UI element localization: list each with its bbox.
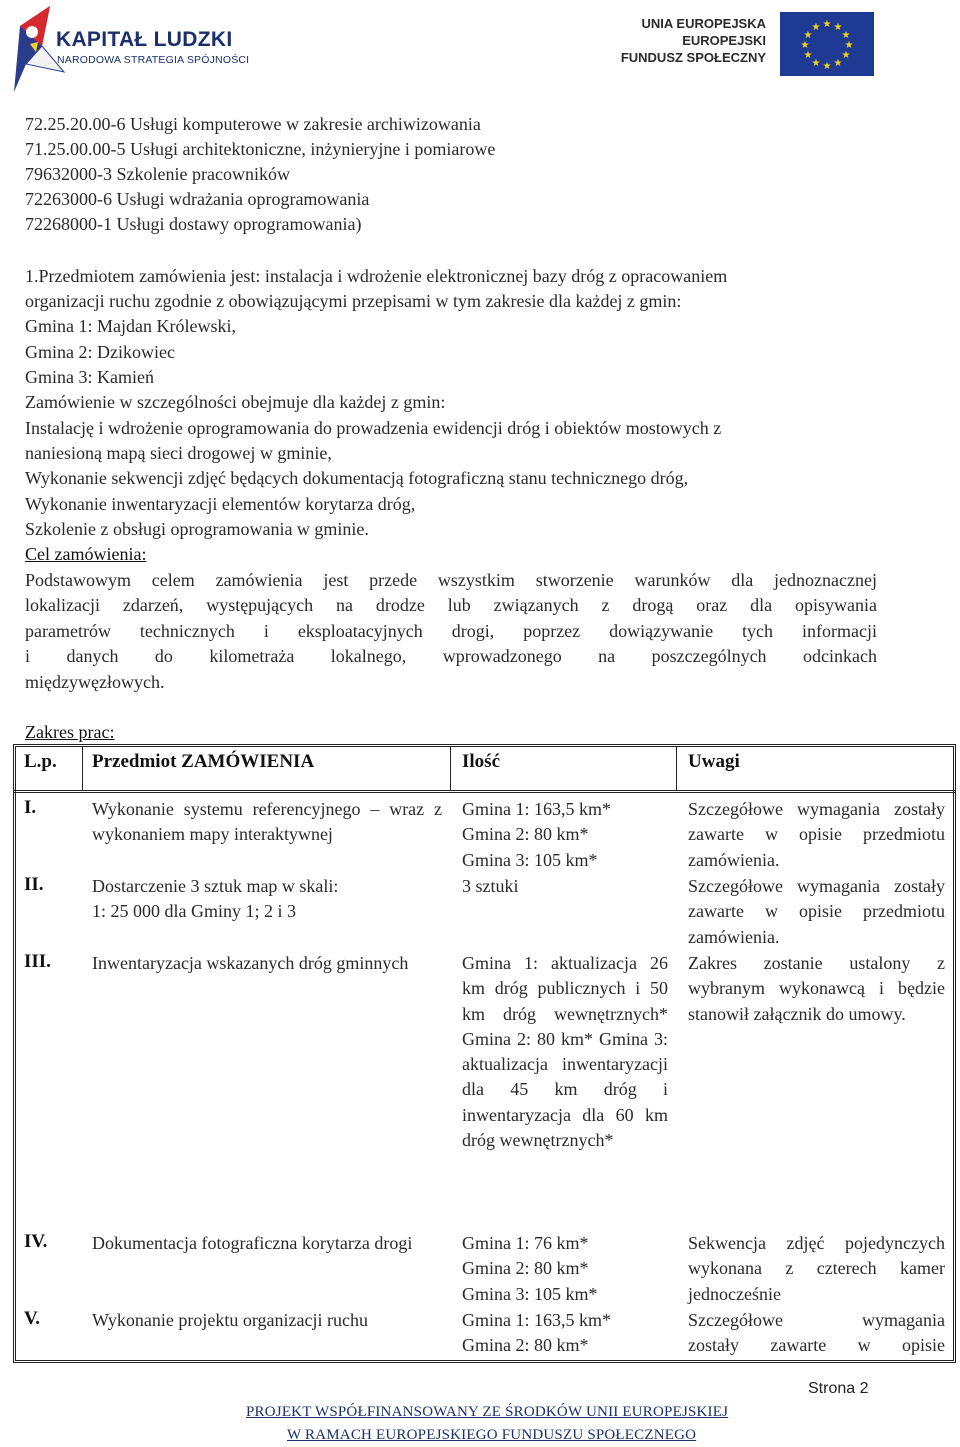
subject-line: Gmina 1: Majdan Królewski, (25, 316, 236, 336)
goal-heading: Cel zamówienia: (25, 544, 147, 564)
kapital-ludzki-subtitle: NARODOWA STRATEGIA SPÓJNOŚCI (57, 54, 250, 66)
table-row-subject (92, 874, 442, 925)
cpv-line: 72263000-6 Usługi wdrażania oprogramowania (25, 189, 370, 209)
table-column-line (676, 747, 677, 791)
page-number: Strona 2 (808, 1380, 869, 1397)
eu-logo-line: FUNDUSZ SPOŁECZNY (620, 50, 766, 65)
eu-flag-icon (780, 12, 874, 76)
subject-line: naniesioną mapą sieci drogowej w gminie, (25, 443, 332, 463)
cpv-line: 72268000-1 Usługi dostawy oprogramowania) (25, 214, 362, 234)
quantity-line: Gmina 1: 76 km* (462, 1233, 589, 1253)
table-row-notes: Szczegółowe wymagania zostały zawarte w opisie przedmiotu zamówienia. (688, 876, 945, 947)
goal-line: i danych do kilometraża lokalnego, wprowadzonego na poszczególnych odcinkach (25, 646, 877, 666)
eu-logo-line: UNIA EUROPEJSKA (641, 16, 766, 31)
table-row-quantity (462, 1231, 667, 1307)
goal-line: parametrów technicznych i eksploatacyjnych drogi, poprzez dowiązywanie tych informacji (25, 621, 877, 641)
eu-logo-line: EUROPEJSKI (682, 33, 766, 48)
table-row-notes: Szczegółowe wymagania zostały zawarte w opisie przedmiotu zamówienia. (688, 799, 945, 870)
cpv-line: 72.25.20.00-6 Usługi komputerowe w zakresie archiwizowania (25, 114, 481, 134)
cpv-line: 79632000-3 Szkolenie pracowników (25, 164, 290, 184)
table-header-notes: Uwagi (688, 751, 740, 772)
quantity-line: Gmina 2: 80 km* (462, 1258, 589, 1279)
quantity-line: Gmina 2: 80 km* (462, 824, 589, 845)
notes-line: Szczegółowe wymagania (688, 1310, 945, 1330)
table-header-quantity: Ilość (462, 751, 500, 772)
svg-text:★: ★ (841, 50, 851, 61)
goal-line: międzywęzłowych. (25, 672, 165, 692)
subject-line: Instalację i wdrożenie oprogramowania do prowadzenia ewidencji dróg i obiektów mostowych z (25, 418, 722, 438)
eu-stars-icon (780, 12, 874, 76)
table-row-lp: IV. (24, 1231, 48, 1252)
table-row-lp: III. (24, 951, 51, 972)
svg-text:★: ★ (844, 40, 854, 51)
quantity-line: Gmina 2: 80 km* (462, 1335, 589, 1356)
svg-text:★: ★ (811, 22, 821, 33)
quantity-line: Gmina 3: 105 km* (462, 849, 598, 870)
svg-text:★: ★ (822, 61, 832, 72)
svg-text:★: ★ (822, 19, 832, 30)
table-row-subject: Wykonanie systemu referencyjnego – wraz z wykonaniem mapy interaktywnej (92, 799, 442, 845)
footer-line: PROJEKT WSPÓŁFINANSOWANY ZE ŚRODKÓW UNII EUROPEJSKIEJ (246, 1404, 729, 1420)
kapital-ludzki-title: KAPITAŁ LUDZKI (56, 28, 233, 51)
table-row-notes: Zakres zostanie ustalony z wybranym wykonawcą i będzie stanowił załącznik do umowy. (688, 953, 945, 1024)
eu-logo (620, 6, 874, 76)
table-row-subject: Wykonanie projektu organizacji ruchu (92, 1310, 368, 1330)
table-header-lp: L.p. (24, 751, 57, 772)
subject-line: organizacji ruchu zgodnie z obowiązującymi przepisami w tym zakresie dla każdej z gmin: (25, 291, 682, 311)
svg-text:★: ★ (800, 40, 810, 51)
subject-line: Zamówienie w szczególności obejmuje dla każdej z gmin: (25, 392, 446, 412)
footer-line: W RAMACH EUROPEJSKIEGO FUNDUSZU SPOŁECZNEGO (287, 1427, 697, 1443)
subject-line: Dostarczenie 3 sztuk map w skali: (92, 876, 339, 896)
quantity-line: Gmina 1: 163,5 km* (462, 799, 611, 819)
cpv-line: 71.25.00.00-5 Usługi architektoniczne, inżynieryjne i pomiarowe (25, 139, 496, 159)
table-row-notes: Sekwencja zdjęć pojedynczych wykonana z czterech kamer jednocześnie (688, 1233, 945, 1304)
table-row-lp: I. (24, 797, 37, 818)
scope-heading: Zakres prac: (25, 722, 115, 742)
svg-text:★: ★ (833, 58, 843, 69)
table-row-lp: II. (24, 874, 44, 895)
table-row-lp: V. (24, 1308, 41, 1329)
table-column-line (82, 747, 83, 791)
table-row-subject: Dokumentacja fotograficzna korytarza drogi (92, 1233, 413, 1253)
goal-line: Podstawowym celem zamówienia jest przede wszystkim stworzenie warunków dla jednoznacznej (25, 570, 877, 590)
subject-line: Gmina 2: Dzikowiec (25, 342, 175, 362)
notes-line: zostały zawarte w opisie (688, 1335, 945, 1356)
goal-line: lokalizacji zdarzeń, występujących na drodze lub związanych z drogą oraz dla opisywania (25, 595, 877, 615)
svg-text:★: ★ (803, 30, 813, 41)
quantity-line: Gmina 1: 163,5 km* (462, 1310, 611, 1330)
subject-line: 1: 25 000 dla Gminy 1; 2 i 3 (92, 901, 296, 922)
subject-line: Gmina 3: Kamień (25, 367, 154, 387)
subject-line: Wykonanie sekwencji zdjęć będących dokumentacją fotograficzną stanu technicznego dróg, (25, 468, 689, 488)
table-row-quantity (462, 1308, 667, 1359)
subject-line: Wykonanie inwentaryzacji elementów korytarza dróg, (25, 494, 416, 514)
table-row-quantity: Gmina 1: aktualizacja 26 km dróg publicznych i 50 km dróg wewnętrznych* Gmina 2: 80 km* Gmina 3: aktualizacja inwentaryzacji dla 45 km dróg i inwentaryzacja dla 60 km dróg wewnętrznych* (462, 953, 668, 1151)
table-row-subject: Inwentaryzacja wskazanych dróg gminnych (92, 953, 409, 973)
svg-text:★: ★ (841, 30, 851, 41)
table-row-quantity: 3 sztuki (462, 876, 519, 896)
svg-text:★: ★ (833, 22, 843, 33)
subject-line: Szkolenie z obsługi oprogramowania w gminie. (25, 519, 369, 539)
table-header-separator (13, 790, 956, 793)
table-row-notes (688, 1308, 945, 1359)
table-column-line (450, 747, 451, 791)
table-header-subject: Przedmiot ZAMÓWIENIA (92, 751, 315, 772)
svg-text:★: ★ (811, 58, 821, 69)
svg-text:★: ★ (803, 50, 813, 61)
quantity-line: Gmina 3: 105 km* (462, 1283, 598, 1304)
table-row-quantity (462, 797, 667, 873)
subject-line: 1.Przedmiotem zamówienia jest: instalacja i wdrożenie elektronicznej bazy dróg z opracowaniem (25, 266, 728, 286)
